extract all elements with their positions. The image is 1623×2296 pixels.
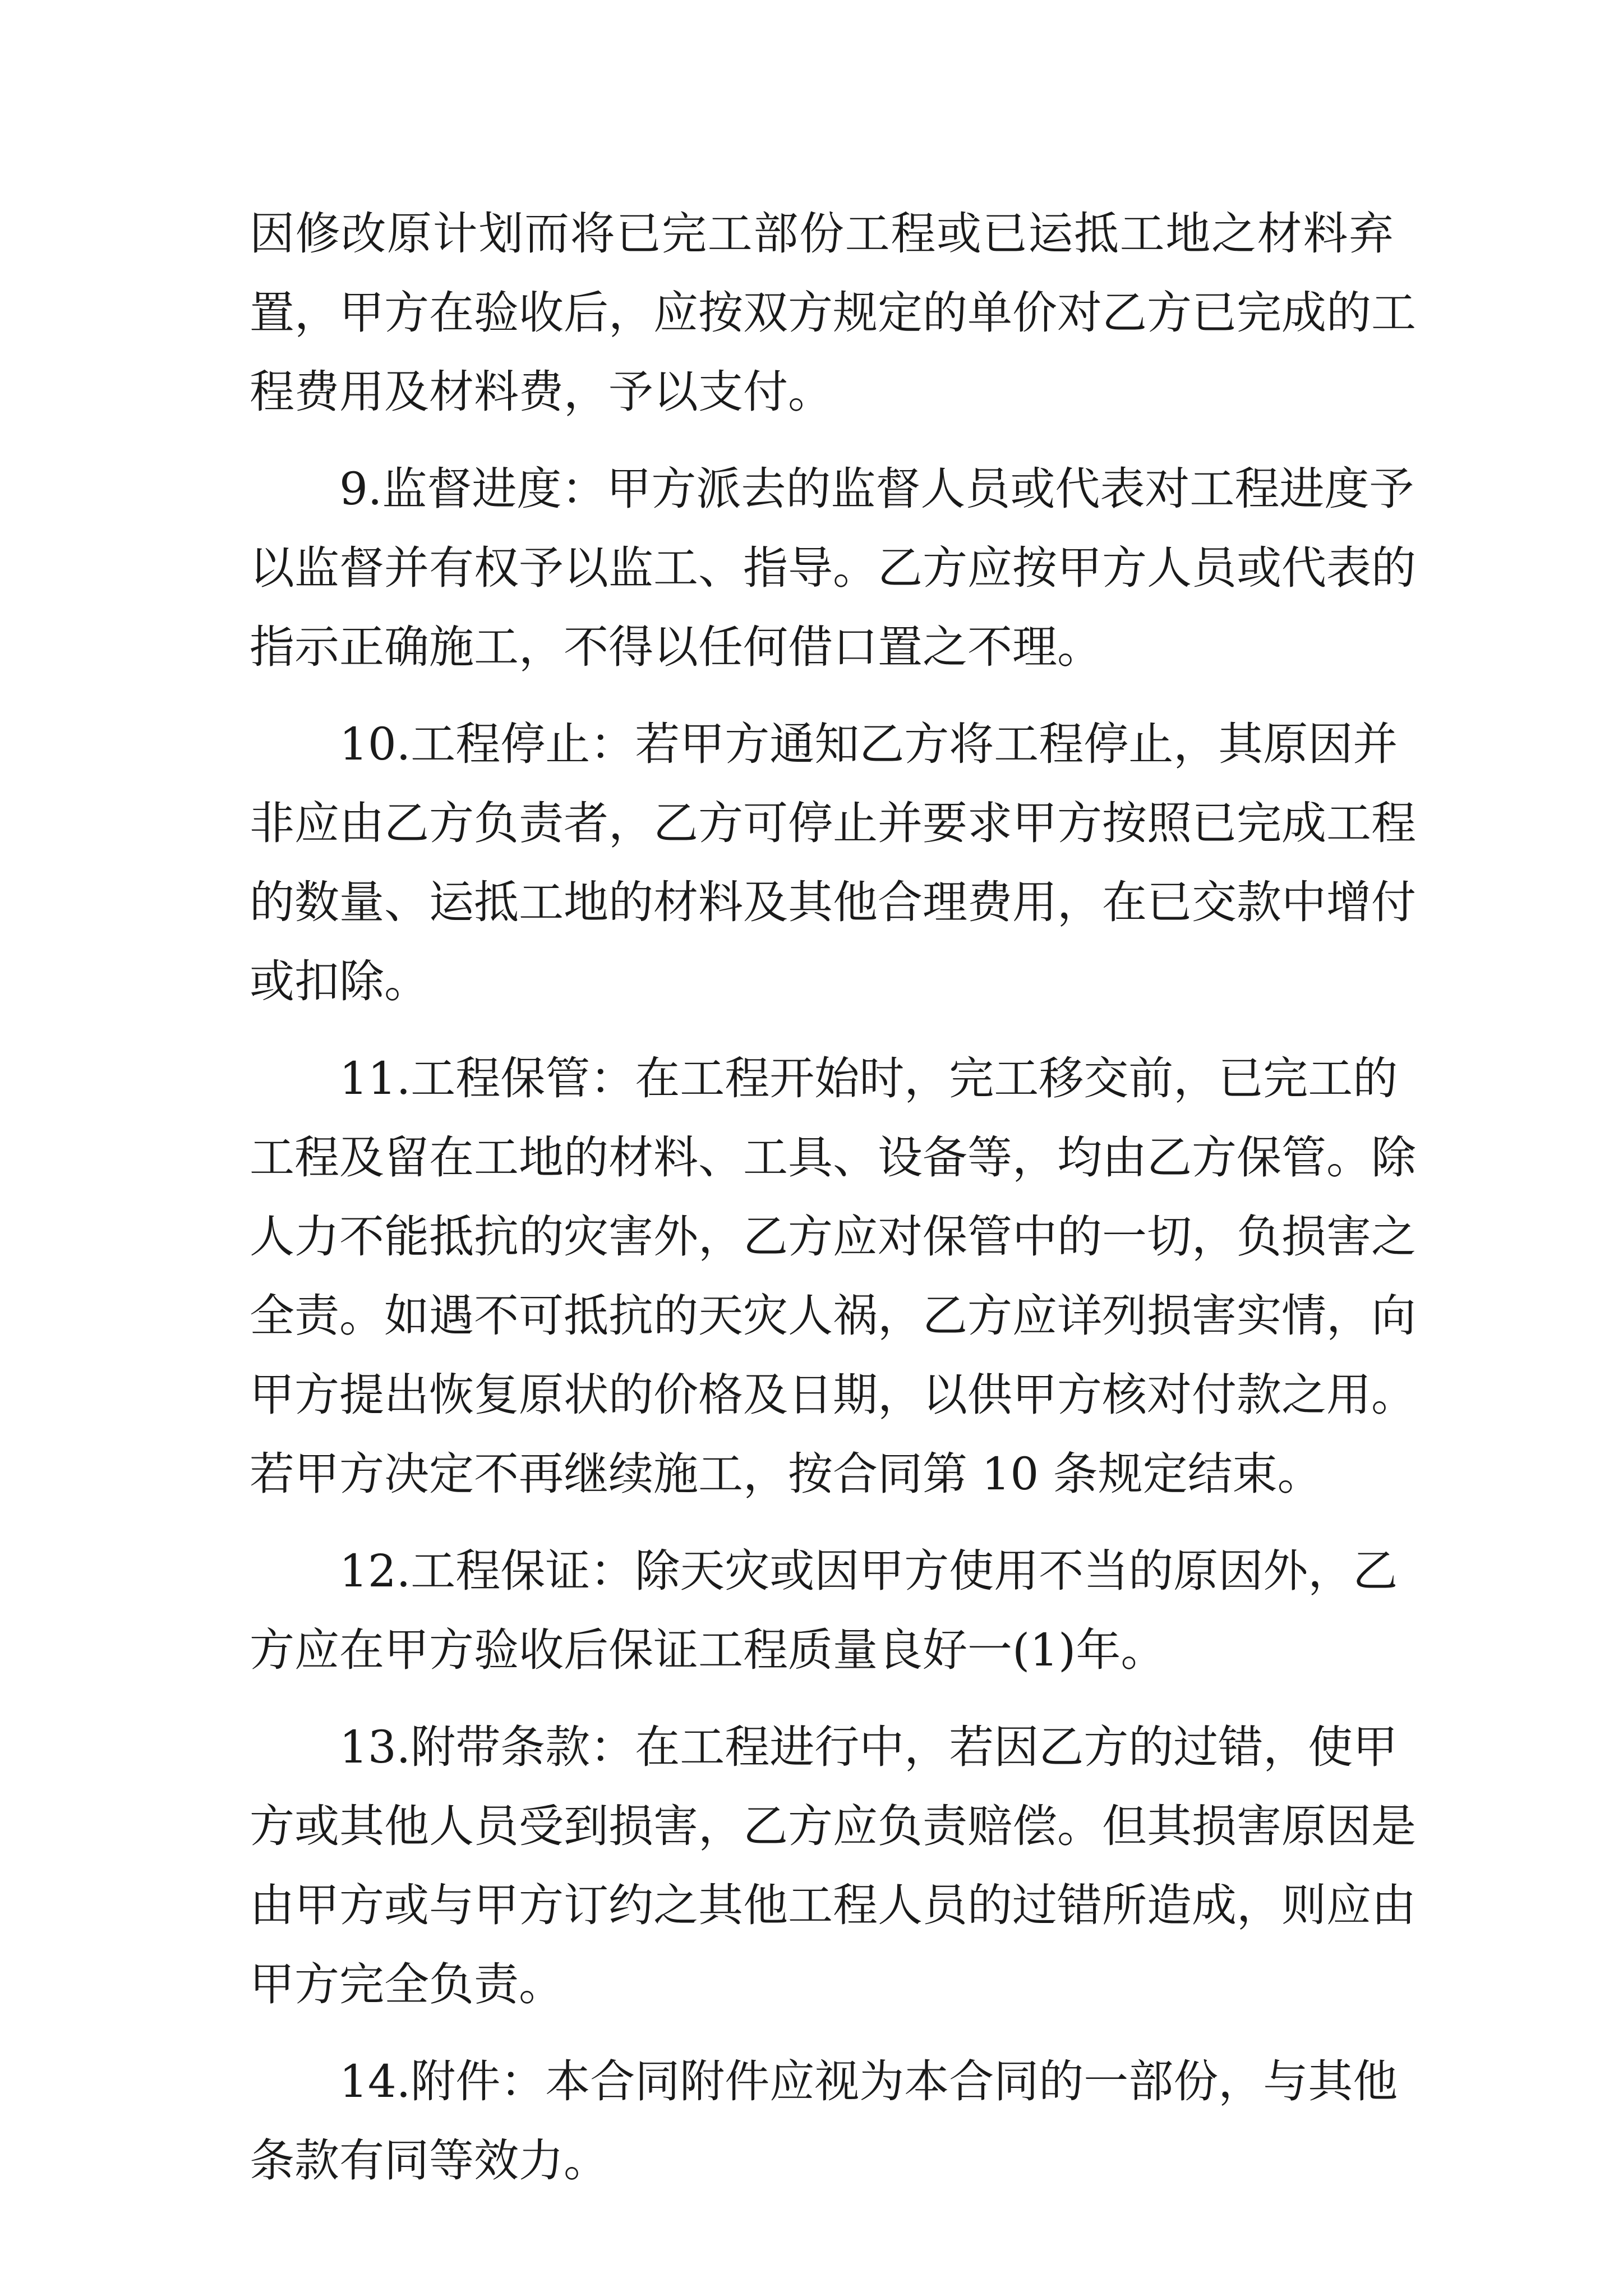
paragraph-gap — [250, 431, 1394, 449]
paragraph-gap — [250, 687, 1394, 705]
text-line: 条款有同等效力。 — [250, 2134, 608, 2187]
text-line: 指示正确施工，不得以任何借口置之不理。 — [250, 621, 1102, 673]
paragraph-clause-12 — [250, 1531, 1398, 1690]
text-line: 人力不能抵抗的灾害外，乙方应对保管中的一切，负损害之 — [250, 1211, 1416, 1263]
paragraph-gap — [250, 1513, 1394, 1531]
text-line: 方应在甲方验收后保证工程质量良好一(1)年。 — [250, 1624, 1166, 1676]
text-line: 程费用及材料费，予以支付。 — [250, 366, 833, 418]
text-line: 甲方提出恢复原状的价格及日期，以供甲方核对付款之用。 — [250, 1369, 1416, 1421]
text-line: 工程及留在工地的材料、工具、设备等，均由乙方保管。除 — [250, 1131, 1416, 1184]
text-line: 由甲方或与甲方订约之其他工程人员的过错所造成，则应由 — [250, 1879, 1416, 1931]
document-page — [250, 194, 1416, 2200]
paragraph-clause-13 — [250, 1708, 1416, 2024]
text-line: 甲方完全负责。 — [250, 1958, 564, 2010]
text-line: 12.工程保证：除天灾或因甲方使用不当的原因外，乙 — [339, 1545, 1398, 1597]
text-line: 因修改原计划而将已完工部份工程或已运抵工地之材料弃 — [250, 208, 1394, 260]
paragraph-gap — [250, 2024, 1394, 2042]
text-line: 或扣除。 — [250, 955, 429, 1007]
text-line: 11.工程保管：在工程开始时，完工移交前，已完工的 — [339, 1052, 1398, 1105]
paragraph-clause-10 — [250, 705, 1416, 1021]
text-line: 10.工程停止：若甲方通知乙方将工程停止，其原因并 — [339, 718, 1398, 770]
text-line: 13.附带条款：在工程进行中，若因乙方的过错，使甲 — [339, 1721, 1398, 1773]
text-line: 以监督并有权予以监工、指导。乙方应按甲方人员或代表的 — [250, 542, 1416, 594]
text-line: 9.监督进度：甲方派去的监督人员或代表对工程进度予 — [339, 463, 1414, 515]
text-line: 若甲方决定不再继续施工，按合同第 10 条规定结束。 — [250, 1448, 1322, 1500]
paragraph-clause-11 — [250, 1039, 1416, 1513]
text-line: 置，甲方在验收后，应按双方规定的单价对乙方已完成的工 — [250, 287, 1416, 339]
text-line: 方或其他人员受到损害，乙方应负责赔偿。但其损害原因是 — [250, 1800, 1416, 1852]
text-line: 14.附件：本合同附件应视为本合同的一部份，与其他 — [339, 2055, 1398, 2108]
text-line: 全责。如遇不可抵抗的天灾人祸，乙方应详列损害实情，向 — [250, 1290, 1416, 1342]
paragraph-gap — [250, 1690, 1394, 1708]
text-line: 非应由乙方负责者，乙方可停止并要求甲方按照已完成工程 — [250, 797, 1416, 849]
text-line: 的数量、运抵工地的材料及其他合理费用，在已交款中增付 — [250, 876, 1416, 928]
paragraph-clause-14 — [250, 2042, 1398, 2200]
paragraph-1 — [250, 194, 1416, 431]
paragraph-gap — [250, 1021, 1394, 1039]
paragraph-clause-9 — [250, 449, 1416, 687]
